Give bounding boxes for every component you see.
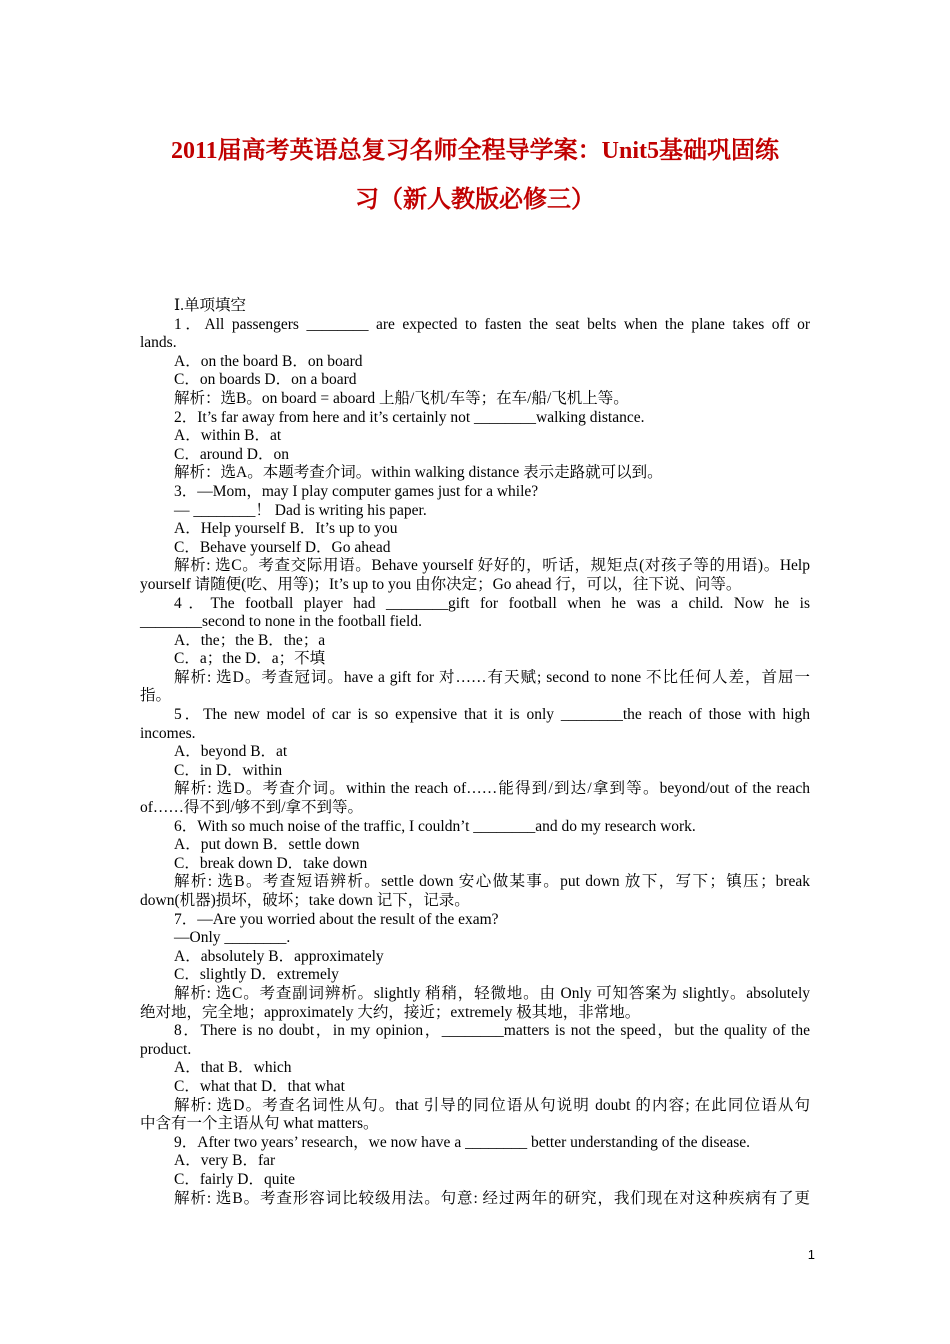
- answer-analysis-cont: down(机器)损坏，破坏；take down 记下，记录。: [140, 892, 470, 909]
- document-title-line-1: 2011届高考英语总复习名师全程导学案：Unit5基础巩固练: [170, 138, 779, 164]
- option-line: C．in D．within: [174, 761, 283, 779]
- answer-analysis-cont: of……得不到/够不到/拿不到等。: [140, 799, 364, 817]
- answer-analysis: 解析: 选B。考查形容词比较级用法。句意: 经过两年的研究，我们现在对这种疾病有了更: [174, 1189, 810, 1207]
- option-line: A．very B．far: [174, 1152, 276, 1170]
- answer-analysis-cont: 绝对地，完全地；approximately 大约，接近；extremely 极其地，非常地。: [140, 1003, 641, 1021]
- question-5-line-2: incomes.: [140, 724, 196, 742]
- answer-analysis: 解析: 选C。考查交际用语。Behave yourself 好好的，听话，规矩点(对孩子等的用语)。Help: [174, 557, 810, 575]
- question-7-line-2: —Only ________.: [174, 929, 291, 947]
- question-3-line-2: — ________！ Dad is writing his paper.: [174, 501, 427, 519]
- question-8-line-2: product.: [140, 1040, 192, 1058]
- answer-analysis: 解析：选A。本题考查介词。within walking distance 表示走路就可以到。: [174, 464, 663, 482]
- option-line: A．Help yourself B．It’s up to you: [174, 520, 398, 538]
- answer-analysis: 解析: 选D。考查冠词。have a gift for 对……有天赋; second to none 不比任何人差，首屈一: [174, 668, 810, 686]
- option-line: C．Behave yourself D．Go ahead: [174, 538, 391, 556]
- document-title-line-2: 习（新人教版必修三）: [355, 187, 595, 213]
- question-3-line-1: 3．—Mom，may I play computer games just for a while?: [174, 482, 539, 500]
- answer-analysis-cont: 中含有一个主语从句 what matters。: [140, 1115, 379, 1133]
- option-line: C．break down D．take down: [174, 854, 368, 872]
- option-line: A．that B．which: [174, 1059, 292, 1077]
- option-line: C．around D．on: [174, 445, 289, 463]
- answer-analysis: 解析: 选B。考查短语辨析。settle down 安心做某事。put down 放下，写下；镇压；break: [174, 873, 810, 891]
- answer-analysis: 解析: 选D。考查名词性从句。that 引导的同位语从句说明 doubt 的内容; 在此同位语从句: [174, 1096, 810, 1114]
- option-line: A．on the board B．on board: [174, 352, 363, 370]
- option-line: A．the；the B．the；a: [174, 631, 326, 649]
- question-5-line-1: 5．The new model of car is so expensive that it is only ________the reach of those with high: [174, 706, 810, 724]
- option-line: C．on boards D．on a board: [174, 371, 357, 389]
- section-heading: Ⅰ.单项填空: [174, 297, 246, 314]
- option-line: C．what that D．that what: [174, 1077, 345, 1095]
- option-line: A．within B．at: [174, 427, 282, 445]
- option-line: A．beyond B．at: [174, 743, 288, 761]
- question-2: 2．It’s far away from here and it’s certainly not ________walking distance.: [174, 408, 645, 426]
- question-6: 6．With so much noise of the traffic, I couldn’t ________and do my research work.: [174, 817, 696, 835]
- answer-analysis: 解析：选B。on board = aboard 上船/飞机/车等；在车/船/飞机上等。: [174, 389, 629, 407]
- option-line: A．absolutely B．approximately: [174, 947, 384, 965]
- page-number: 1: [807, 1247, 815, 1262]
- question-7-line-1: 7．—Are you worried about the result of the exam?: [174, 910, 499, 928]
- option-line: A．put down B．settle down: [174, 836, 360, 854]
- question-1-line-2: lands.: [140, 334, 177, 352]
- question-4-line-1: 4．The football player had ________gift for football when he was a child. Now he is: [174, 594, 810, 612]
- question-8-line-1: 8．There is no doubt，in my opinion，________matters is not the speed，but the quality of the: [174, 1022, 810, 1040]
- answer-analysis-cont: 指。: [140, 687, 172, 705]
- question-4-line-2: ________second to none in the football field.: [140, 613, 422, 631]
- answer-analysis: 解析: 选C。考查副词辨析。slightly 稍稍，轻微地。由 Only 可知答案为 slightly。absolutely: [174, 984, 810, 1002]
- exercise-body: [140, 297, 810, 1208]
- option-line: C．fairly D．quite: [174, 1170, 295, 1188]
- question-9: 9．After two years’ research，we now have a ________ better understanding of the disease.: [174, 1133, 751, 1151]
- option-line: C．a；the D．a；不填: [174, 650, 326, 668]
- answer-analysis: 解析: 选D。考查介词。within the reach of……能得到/到达/拿到等。beyond/out of the reach: [174, 780, 810, 798]
- question-1-line-1: 1．All passengers ________ are expected to fasten the seat belts when the plane takes off or: [174, 315, 810, 333]
- answer-analysis-cont: yourself 请随便(吃、用等)；It’s up to you 由你决定；Go ahead 行，可以，往下说、问等。: [140, 575, 742, 593]
- option-line: C．slightly D．extremely: [174, 966, 339, 984]
